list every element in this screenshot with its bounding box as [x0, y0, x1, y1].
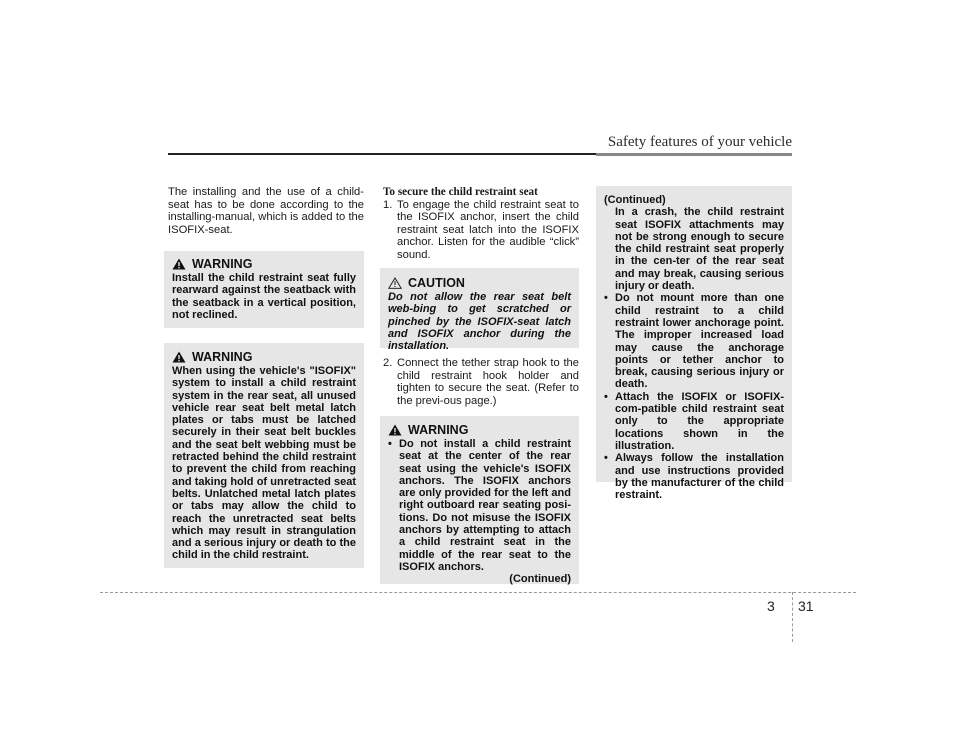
bullet-text: Do not mount more than one child restraint to a child restraint lower anchorage point. The improper increased load may cause the anchorage points or tether anchor to break, causing serious injury or death.: [615, 292, 784, 391]
bullet-glyph: •: [604, 292, 608, 305]
warning-heading: [172, 257, 356, 271]
step-text: To engage the child restraint seat to the ISOFIX anchor, insert the child restraint seat latch into the ISOFIX anchor. Listen for the audible “click” sound.: [397, 198, 579, 261]
intro-paragraph: The installing and the use of a child-seat has to be done according to the installing-manual, which is added to the ISOFIX-seat.: [168, 186, 364, 236]
bullet-text: Attach the ISOFIX or ISOFIX-com-patible child restraint seat only to the appropriate locations shown in the illustration.: [615, 390, 784, 452]
warning-box-seatback: [164, 251, 364, 328]
warning-box-center-seat: [380, 416, 579, 584]
warning-text: When using the vehicle's "ISOFIX" system to install a child restraint system in the rear seat, all unused vehicle rear seat belt metal latch plates or tabs must be latched securely in their seat belt buckles and the seat belt webbing must be retracted behind the child restraint to prevent the child from reaching and taking hold of unretracted seat belts. Unlatched metal latch plates or tabs may allow the child to reach the unretracted seat belts which may result in strangulation and a serious injury or death to the child in the child restraint.: [172, 365, 356, 562]
continued-label: (Continued): [604, 194, 666, 206]
chapter-number: 3: [767, 598, 775, 614]
warning-box-continued: [596, 186, 792, 502]
bullet-glyph: •: [604, 452, 608, 465]
continued-text: In a crash, the child restraint seat ISOFIX attachments may not be strong enough to secure the child restraint seat properly in the cen-ter of the rear seat and may break, causing serious injury or death.: [615, 206, 784, 293]
footer-divider: [792, 592, 793, 642]
warning-text: Install the child restraint seat fully rearward against the seatback with the seatback in a vertical position, not reclined.: [172, 272, 356, 321]
step-number: 1.: [383, 198, 393, 211]
page-header-title: Safety features of your vehicle: [607, 134, 792, 150]
warning-label: WARNING: [408, 423, 469, 437]
warning-triangle-icon: [388, 424, 402, 436]
bullet-text: Do not install a child restraint seat at the center of the rear seat using the vehicle's ISOFIX anchors. The ISOFIX anchors are only provided for the left and right outboard rear seating posi-tions. Do not misuse the ISOFIX anchors by attempting to attach a child restraint seat in the middle of the rear seat to the ISOFIX anchors.: [399, 438, 571, 573]
bullet-glyph: •: [388, 438, 392, 450]
warning-box-isofix-belts: [164, 343, 364, 568]
warning-label: WARNING: [192, 350, 253, 364]
bullet-text: Always follow the installation and use instructions provided by the manufacturer of the child restraint.: [615, 452, 784, 502]
warning-label: WARNING: [192, 257, 253, 271]
warning-bullet: [604, 292, 784, 390]
warning-bullet: [388, 438, 571, 573]
header-rule-accent: [596, 153, 792, 156]
caution-label: CAUTION: [408, 276, 465, 290]
footer-rule: [100, 592, 856, 593]
caution-text: Do not allow the rear seat belt web-bing to get scratched or pinched by the ISOFIX-seat latch and ISOFIX anchor during the installation.: [388, 291, 571, 353]
caution-triangle-icon: [388, 277, 402, 289]
step-text: Connect the tether strap hook to the child restraint hook holder and tighten to secure the seat. (Refer to the previ-ous page.): [397, 357, 579, 407]
step-1: [383, 199, 579, 262]
warning-triangle-icon: [172, 351, 186, 363]
warning-heading: [172, 350, 356, 364]
step-number: 2.: [383, 357, 393, 369]
warning-heading: [388, 423, 571, 437]
caution-box: [380, 268, 579, 353]
warning-bullet: [604, 452, 784, 501]
warning-triangle-icon: [172, 258, 186, 270]
step-2: [383, 357, 579, 407]
section-heading: To secure the child restraint seat: [383, 186, 538, 198]
warning-bullet: [604, 391, 784, 452]
continued-marker: (Continued): [509, 573, 571, 586]
caution-heading: [388, 276, 571, 290]
bullet-glyph: •: [604, 390, 608, 403]
page-number: 31: [798, 598, 814, 614]
